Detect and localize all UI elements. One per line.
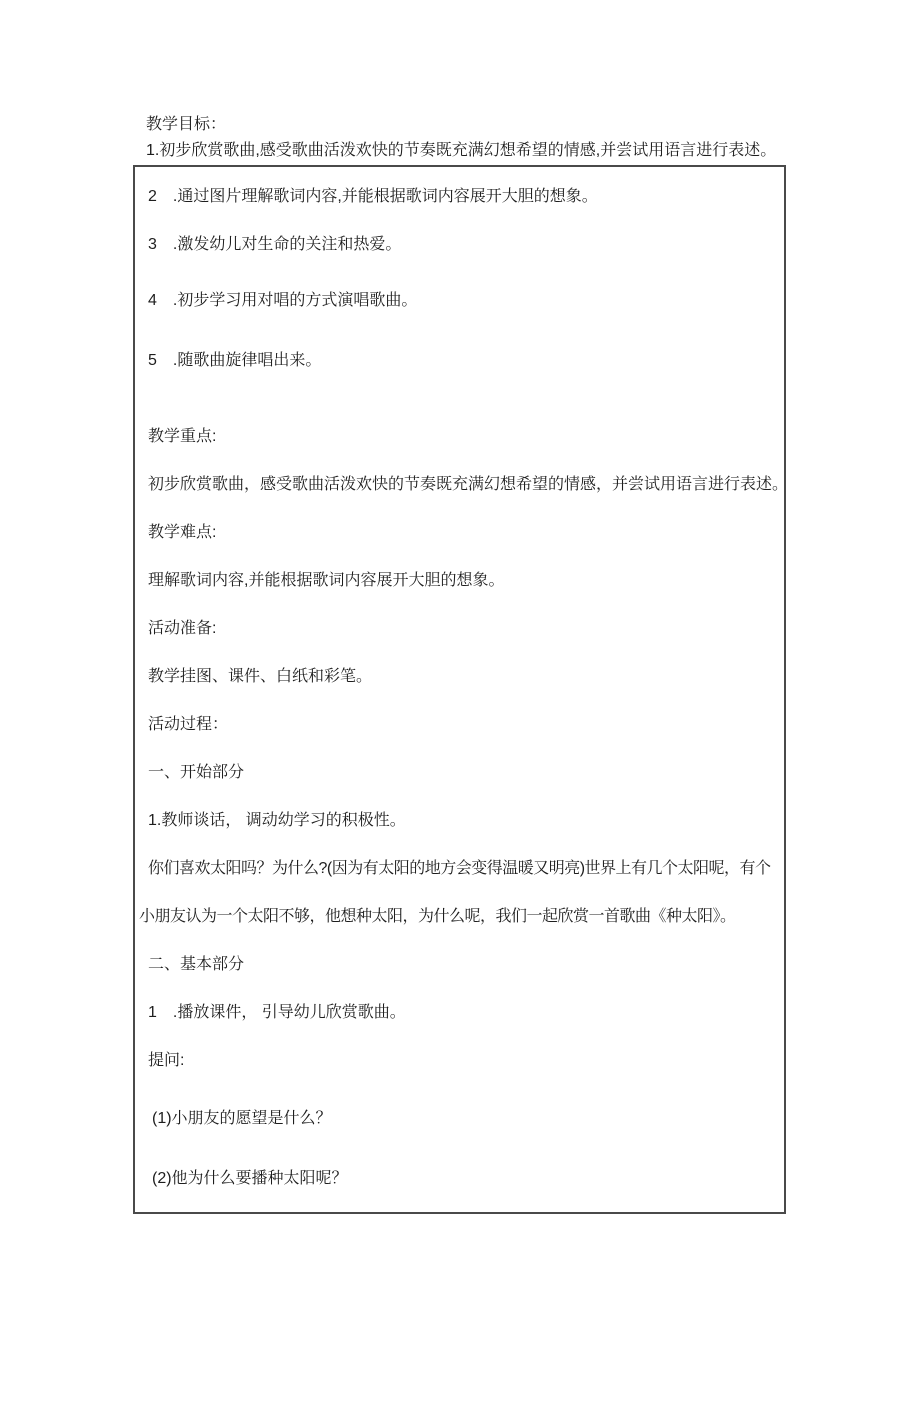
teaching-focus-body: 初步欣赏歌曲，感受歌曲活泼欢快的节奏既充满幻想希望的情感，并尝试用语言进行表述。: [148, 476, 789, 493]
section-2-step-1: 1 .播放课件， 引导幼儿欣赏歌曲。: [148, 1004, 406, 1021]
content-table: [133, 165, 789, 1214]
objective-item-1: 1.初步欣赏歌曲,感受歌曲活泼欢快的节奏既充满幻想希望的情感,并尝试用语言进行表述。: [146, 142, 777, 159]
section-1-step-1: 1.教师谈话， 调动幼学习的积极性。: [148, 812, 406, 829]
paragraph-objective-3: 3 .激发幼儿对生命的关注和热爱。: [148, 236, 402, 253]
paragraph-objective-2: 2 .通过图片理解歌词内容,并能根据歌词内容展开大胆的想象。: [148, 188, 598, 205]
teaching-objectives-heading: 教学目标：: [146, 116, 227, 133]
teaching-focus-heading: 教学重点:: [148, 428, 217, 445]
teacher-talk-paragraph: 你们喜欢太阳吗？为什么?(因为有太阳的地方会变得温暖又明亮)世界上有几个太阳呢，有个小朋友认为一个太阳不够，他想种太阳，为什么呢，我们一起欣赏一首歌曲《种太阳》。: [139, 860, 771, 925]
paragraph-objective-5: 5 .随歌曲旋律唱出来。: [148, 352, 322, 369]
document-header: [146, 112, 920, 164]
paragraph-objective-4: 4 .初步学习用对唱的方式演唱歌曲。: [148, 292, 418, 309]
activity-prep-body: 教学挂图、课件、白纸和彩笔。: [148, 668, 373, 685]
question-1: (1)小朋友的愿望是什么？: [152, 1110, 332, 1127]
activity-prep-heading: 活动准备:: [148, 620, 217, 637]
section-2-heading: 二、基本部分: [148, 956, 245, 973]
teaching-difficulty-body: 理解歌词内容,并能根据歌词内容展开大胆的想象。: [148, 572, 505, 589]
teaching-difficulty-heading: 教学难点:: [148, 524, 217, 541]
blank-line: [135, 385, 784, 413]
document-page: [0, 112, 920, 1214]
question-2: (2)他为什么要播种太阳呢？: [152, 1170, 348, 1187]
activity-process-heading: 活动过程：: [148, 716, 229, 733]
questions-heading: 提问:: [148, 1052, 185, 1069]
section-1-heading: 一、开始部分: [148, 764, 245, 781]
